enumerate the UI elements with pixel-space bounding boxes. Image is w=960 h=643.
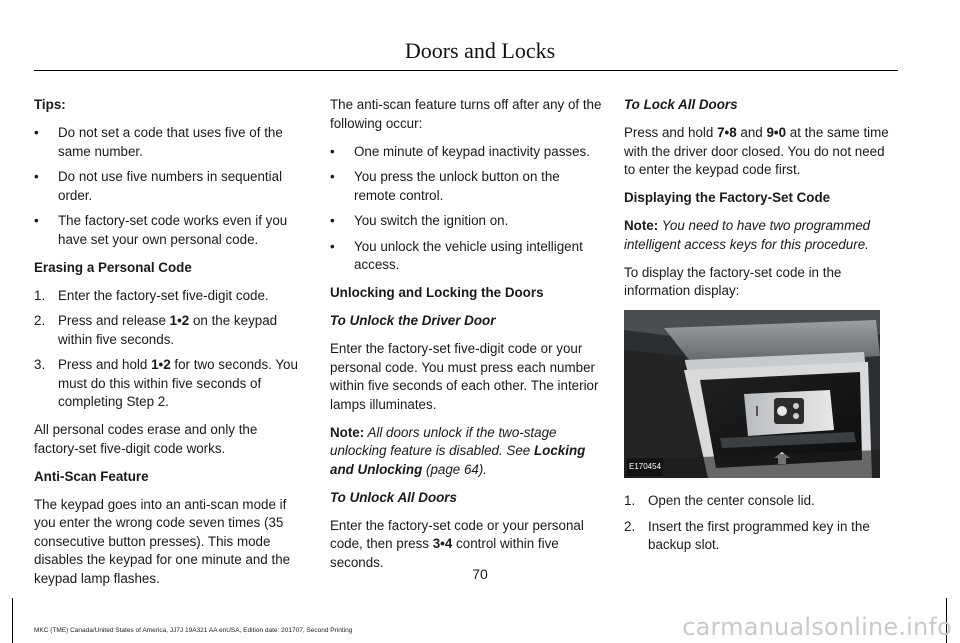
erase-step: 3. Press and hold 1•2 for two seconds. You must do this within five seconds of completing Step 2. bbox=[34, 357, 298, 409]
watermark: carmanualsonline.info bbox=[682, 613, 952, 641]
antiscan-off-intro: The anti-scan feature turns off after any of the following occur: bbox=[330, 97, 602, 131]
note-label: Note: bbox=[330, 424, 365, 440]
unlock-all-heading: To Unlock All Doors bbox=[330, 489, 457, 505]
display-step: 2. Insert the first programmed key in the backup slot. bbox=[624, 518, 870, 552]
antiscan-off-item: • You unlock the vehicle using intelligent access. bbox=[330, 238, 583, 272]
tip-item: • Do not set a code that uses five of the same number. bbox=[34, 125, 283, 159]
lock-all-text: Press and hold 7•8 and 9•0 at the same time with the driver door closed. You do not need to enter the keypad code first. bbox=[624, 125, 889, 177]
column-3 bbox=[624, 96, 898, 562]
keypad-key: 3•4 bbox=[432, 536, 453, 551]
unlock-note: Note: All doors unlock if the two-stage unlocking feature is disabled. See Locking and Unlocking (page 64). bbox=[330, 424, 586, 477]
crop-mark bbox=[12, 598, 13, 643]
erasing-heading: Erasing a Personal Code bbox=[34, 259, 192, 275]
display-note: Note: You need to have two programmed intelligent access keys for this procedure. bbox=[624, 218, 871, 252]
keypad-key: 1•2 bbox=[151, 357, 171, 372]
unlock-driver-heading: To Unlock the Driver Door bbox=[330, 313, 496, 328]
page-number: 70 bbox=[472, 566, 488, 582]
display-intro: To display the factory-set code in the information display: bbox=[624, 264, 842, 298]
note-label: Note: bbox=[624, 218, 659, 233]
unlock-driver-text: Enter the factory-set five-digit code or your personal code. You must press each number within five seconds of each other. The interior lamps illuminates. bbox=[330, 341, 599, 412]
bullet: • bbox=[330, 169, 335, 184]
unlock-all-text: Enter the factory-set code or your personal code, then press 3•4 control within five seconds. bbox=[330, 517, 584, 570]
footer-text: MKC (TME) Canada/United States of America, JJ7J 19A321 AA enUSA, Edition date: 201707, Second Printing bbox=[34, 627, 353, 634]
erase-result-text: All personal codes erase and only the factory-set five-digit code works. bbox=[34, 422, 258, 456]
display-step: 1. Open the center console lid. bbox=[624, 492, 898, 511]
column-1 bbox=[34, 96, 304, 598]
erase-step: 1. Enter the factory-set five-digit code. bbox=[34, 287, 304, 306]
antiscan-text: The keypad goes into an anti-scan mode if you enter the wrong code seven times (35 consecutive button presses). This mode disables the keypad for one minute and the keypad lamp flashes. bbox=[34, 496, 291, 586]
bullet: • bbox=[330, 213, 335, 228]
bullet: • bbox=[34, 169, 39, 184]
step-number: 1. bbox=[34, 287, 46, 303]
antiscan-off-item: • One minute of keypad inactivity passes. bbox=[330, 143, 602, 162]
figure-id: E170454 bbox=[627, 458, 663, 477]
bullet: • bbox=[34, 125, 39, 140]
bullet: • bbox=[34, 213, 39, 228]
step-number: 3. bbox=[34, 357, 46, 372]
keypad-key: 1•2 bbox=[169, 313, 190, 328]
title-rule bbox=[34, 70, 898, 71]
step-number: 1. bbox=[624, 493, 636, 508]
erase-step: 2. Press and release 1•2 on the keypad within five seconds. bbox=[34, 313, 278, 347]
console-backup-slot-figure bbox=[624, 310, 880, 478]
antiscan-off-item: • You press the unlock button on the remote control. bbox=[330, 169, 560, 203]
tip-item: • Do not use five numbers in sequential order. bbox=[34, 169, 283, 203]
keypad-key: 7•8 bbox=[717, 125, 737, 140]
keypad-key: 9•0 bbox=[766, 125, 787, 140]
column-2 bbox=[330, 96, 602, 582]
tips-heading: Tips: bbox=[34, 97, 66, 112]
tip-item: • The factory-set code works even if you have set your own personal code. bbox=[34, 213, 288, 247]
step-number: 2. bbox=[624, 518, 636, 534]
bullet: • bbox=[330, 238, 335, 254]
lock-all-heading: To Lock All Doors bbox=[624, 97, 738, 112]
display-heading: Displaying the Factory-Set Code bbox=[624, 190, 831, 205]
bullet: • bbox=[330, 143, 335, 159]
antiscan-off-item: • You switch the ignition on. bbox=[330, 212, 602, 231]
antiscan-heading: Anti-Scan Feature bbox=[34, 468, 149, 484]
step-number: 2. bbox=[34, 313, 46, 328]
console-illustration bbox=[624, 310, 880, 478]
unlock-heading: Unlocking and Locking the Doors bbox=[330, 285, 544, 300]
cross-reference-link[interactable]: Locking and Unlocking bbox=[330, 443, 586, 477]
page-title: Doors and Locks bbox=[404, 38, 556, 63]
